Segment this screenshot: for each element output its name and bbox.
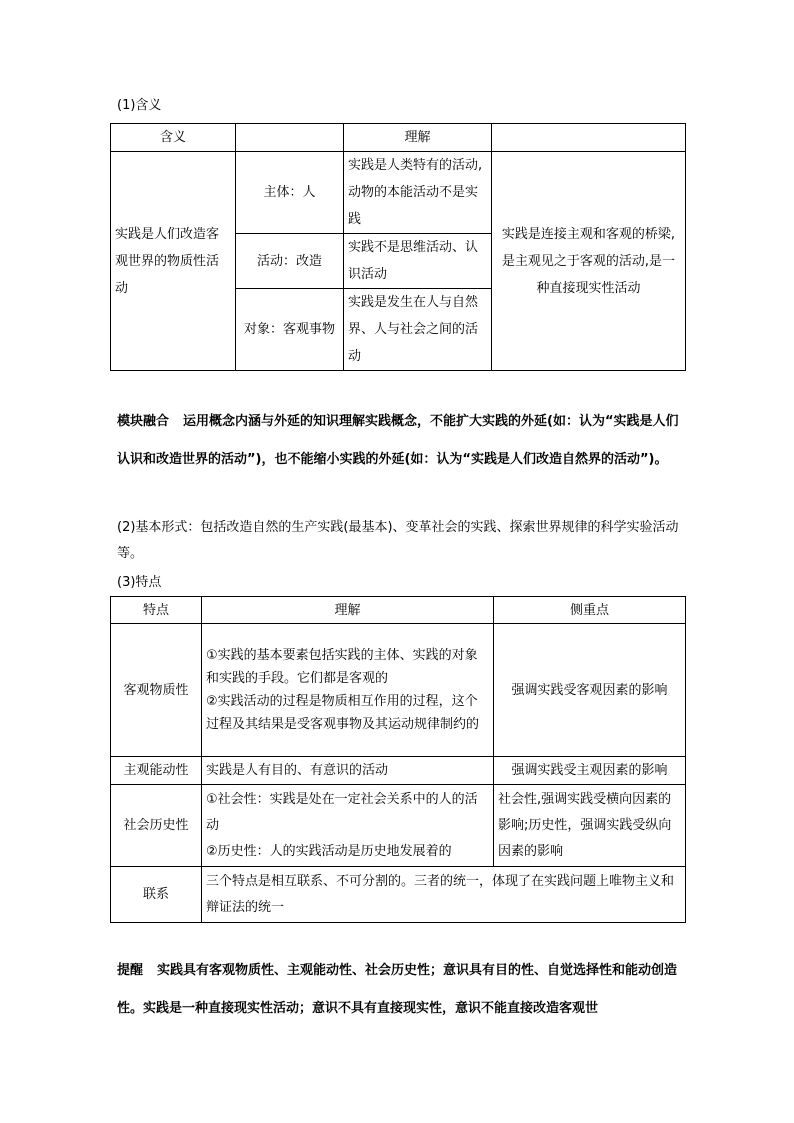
feature-understanding: ①实践的基本要素包括实践的主体、实践的对象和实践的手段。它们都是客观的 ②实践活动的过程是物质相互作用的过程，这个过程及其结果是受客观事物及其运动规律制约的 [202,624,494,757]
reminder-paragraph [117,952,685,1028]
header-feature: 特点 [111,597,202,624]
feature-focus: 强调实践受主观因素的影响 [494,757,686,785]
header-meaning: 含义 [111,124,236,152]
feature-focus: 社会性,强调实践受横向因素的影响;历史性，强调实践受纵向因素的影响 [494,785,686,867]
header-understanding: 理解 [202,597,494,624]
features-table [110,596,686,923]
block-fusion-text: 运用概念内涵与外延的知识理解实践概念，不能扩大实践的外延(如：认为“实践是人们认识和改造世界的活动”)，也不能缩小实践的外延(如：认为“实践是人们改造自然界的活动”)。 [117,414,679,467]
understanding-cell: 实践不是思维活动、认识活动 [344,234,492,289]
meaning-table [110,123,686,371]
feature-focus: 强调实践受客观因素的影响 [494,624,686,757]
basic-forms-paragraph: (2)基本形式：包括改造自然的生产实践(最基本)、变革社会的实践、探索世界规律的科学实验活动等。 [117,520,679,561]
section1-heading: (1)含义 [117,98,162,113]
block-fusion-label: 模块融合 [117,414,170,429]
block-fusion-paragraph [117,403,685,479]
understanding-cell: 实践是发生在人与自然界、人与社会之间的活动 [344,289,492,371]
section3-heading: (3)特点 [117,575,162,590]
feature-name: 社会历史性 [111,785,202,867]
definition-cell: 实践是人们改造客观世界的物质性活动 [111,152,236,371]
note-cell: 实践是连接主观和客观的桥梁,是主观见之于客观的活动,是一种直接现实性活动 [492,152,686,371]
feature-name: 客观物质性 [111,624,202,757]
feature-name: 联系 [111,867,202,923]
reminder-label: 提醒 [117,963,144,978]
header-focus: 侧重点 [494,597,686,624]
feature-understanding: 三个特点是相互联系、不可分割的。三者的统一，体现了在实践问题上唯物主义和辩证法的统一 [202,867,686,923]
header-blank-2 [492,124,686,152]
understanding-cell: 实践是人类特有的活动,动物的本能活动不是实践 [344,152,492,234]
header-understanding: 理解 [344,124,492,152]
feature-name: 主观能动性 [111,757,202,785]
header-blank [236,124,344,152]
feature-understanding: ①社会性：实践是处在一定社会关系中的人的活动 ②历史性：人的实践活动是历史地发展着的 [202,785,494,867]
aspect-cell: 活动：改造 [236,234,344,289]
feature-understanding: 实践是人有目的、有意识的活动 [202,757,494,785]
aspect-cell: 主体：人 [236,152,344,234]
aspect-cell: 对象：客观事物 [236,289,344,371]
reminder-text: 实践具有客观物质性、主观能动性、社会历史性；意识具有目的性、自觉选择性和能动创造性。实践是一种直接现实性活动；意识不具有直接现实性，意识不能直接改造客观世 [117,963,678,1016]
